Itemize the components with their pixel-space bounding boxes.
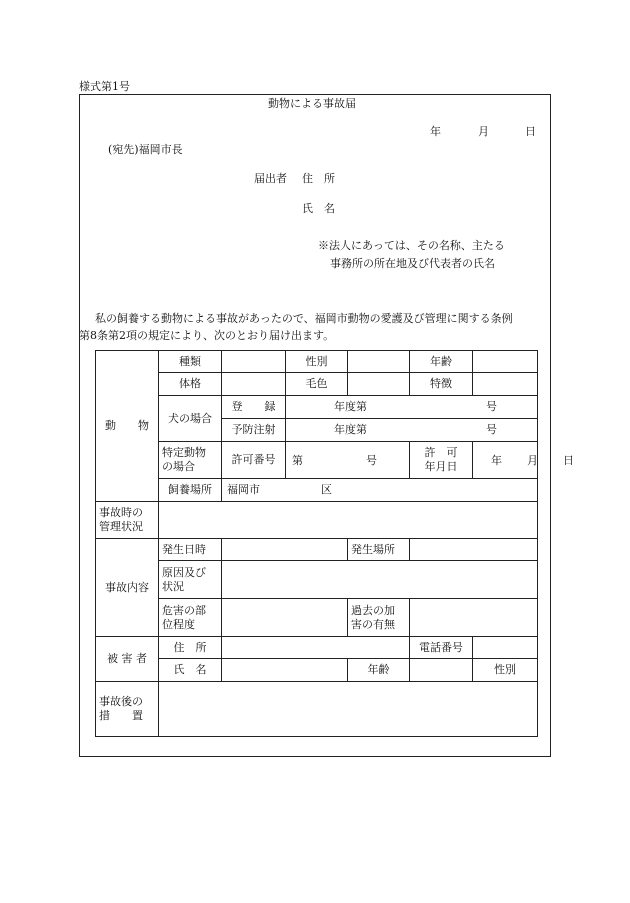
vaccination-label: 予防注射 <box>222 419 286 442</box>
registration-fiscal-year: 年度第 <box>334 400 367 413</box>
permit-number-suffix: 号 <box>366 454 377 467</box>
reporter-address-label: 住 所 <box>302 172 335 185</box>
features-field[interactable] <box>473 373 538 396</box>
form-number: 様式第1号 <box>79 80 130 93</box>
accident-form-table <box>95 350 574 737</box>
corporation-note-line1: ※法人にあっては、その名称、主たる <box>318 239 505 252</box>
corporation-note-line2: 事務所の所在地及び代表者の氏名 <box>330 257 495 270</box>
specified-animal-label-line2: の場合 <box>162 460 195 473</box>
vaccination-field[interactable] <box>286 419 538 442</box>
sex-label: 性別 <box>286 351 348 373</box>
injury-field[interactable] <box>222 599 348 637</box>
after-measures-field[interactable] <box>159 682 538 737</box>
management-status-label-line2: 管理状況 <box>99 520 143 533</box>
keeping-place-city: 福岡市 <box>227 483 260 496</box>
permit-date-label-line2: 年月日 <box>424 460 458 473</box>
keeping-place-field[interactable] <box>222 479 538 502</box>
victim-age-label: 年齢 <box>348 659 410 682</box>
registration-label: 登 録 <box>222 396 286 419</box>
vaccination-number-suffix: 号 <box>486 423 497 436</box>
cause-label <box>159 561 222 599</box>
victim-sex-label: 性別 <box>473 659 538 682</box>
victim-phone-label: 電話番号 <box>410 637 473 659</box>
reporter-label: 届出者 <box>254 172 287 185</box>
date-day: 日 <box>525 125 536 138</box>
victim-section-label: 被 害 者 <box>96 637 159 682</box>
injury-label-line1: 危害の部 <box>162 603 206 617</box>
form-title: 動物による事故届 <box>268 97 356 110</box>
victim-address-field[interactable] <box>222 637 410 659</box>
addressee: (宛先)福岡市長 <box>108 143 183 156</box>
statement-line1: 私の飼養する動物による事故があったので、福岡市動物の愛護及び管理に関する条例 <box>95 312 513 325</box>
occurrence-datetime-label: 発生日時 <box>159 539 222 561</box>
registration-field[interactable] <box>286 396 538 419</box>
past-harm-field[interactable] <box>410 599 538 637</box>
cause-label-line2: 状況 <box>162 579 184 593</box>
specified-animal-label-line1: 特定動物 <box>162 446 206 460</box>
victim-name-label: 氏 名 <box>159 659 222 682</box>
statement-line2: 第8条第2項の規定により、次のとおり届け出ます。 <box>79 329 335 342</box>
victim-age-field[interactable] <box>410 659 473 682</box>
coat-color-label: 毛色 <box>286 373 348 396</box>
cause-label-line1: 原因及び <box>162 565 206 579</box>
occurrence-datetime-field[interactable] <box>222 539 348 561</box>
management-status-label-line1: 事故時の <box>99 506 143 520</box>
management-status-field[interactable] <box>159 502 538 539</box>
build-label: 体格 <box>159 373 222 396</box>
permit-number-field[interactable] <box>286 442 410 479</box>
past-harm-label-line1: 過去の加 <box>351 603 395 617</box>
injury-label <box>159 599 222 637</box>
build-field[interactable] <box>222 373 286 396</box>
animal-section-label: 動 物 <box>96 351 159 502</box>
keeping-place-label: 飼養場所 <box>159 479 222 502</box>
specified-animal-label <box>159 442 222 479</box>
permit-date-year: 年 <box>491 454 502 467</box>
registration-number-suffix: 号 <box>486 400 497 413</box>
victim-name-field[interactable] <box>222 659 348 682</box>
after-measures-label-line1: 事故後の <box>99 695 143 709</box>
date-month: 月 <box>478 125 489 138</box>
after-measures-label-line2: 措 置 <box>99 709 143 722</box>
cause-field[interactable] <box>222 561 538 599</box>
after-measures-label <box>96 682 159 737</box>
injury-label-line2: 位程度 <box>162 617 195 631</box>
occurrence-place-label: 発生場所 <box>348 539 410 561</box>
vaccination-fiscal-year: 年度第 <box>334 423 367 436</box>
past-harm-label <box>348 599 410 637</box>
occurrence-place-field[interactable] <box>410 539 538 561</box>
permit-date-field[interactable] <box>473 442 574 479</box>
reporter-name-label: 氏 名 <box>302 202 335 215</box>
coat-color-field[interactable] <box>348 373 410 396</box>
victim-phone-field[interactable] <box>473 637 538 659</box>
permit-date-day: 日 <box>563 454 574 467</box>
age-field[interactable] <box>473 351 538 373</box>
kind-field[interactable] <box>222 351 286 373</box>
age-label: 年齢 <box>410 351 473 373</box>
keeping-place-ward: 区 <box>321 483 332 496</box>
dog-case-label: 犬の場合 <box>159 396 222 442</box>
accident-section-label: 事故内容 <box>96 539 159 637</box>
management-status-label <box>96 502 159 539</box>
victim-address-label: 住 所 <box>159 637 222 659</box>
permit-number-prefix: 第 <box>292 454 303 467</box>
permit-number-label: 許可番号 <box>222 442 286 479</box>
permit-date-label <box>410 442 473 479</box>
past-harm-label-line2: 害の有無 <box>351 617 395 631</box>
kind-label: 種類 <box>159 351 222 373</box>
features-label: 特徴 <box>410 373 473 396</box>
date-year: 年 <box>430 125 441 138</box>
permit-date-month: 月 <box>527 454 538 467</box>
permit-date-label-line1: 許 可 <box>424 446 458 460</box>
sex-field[interactable] <box>348 351 410 373</box>
